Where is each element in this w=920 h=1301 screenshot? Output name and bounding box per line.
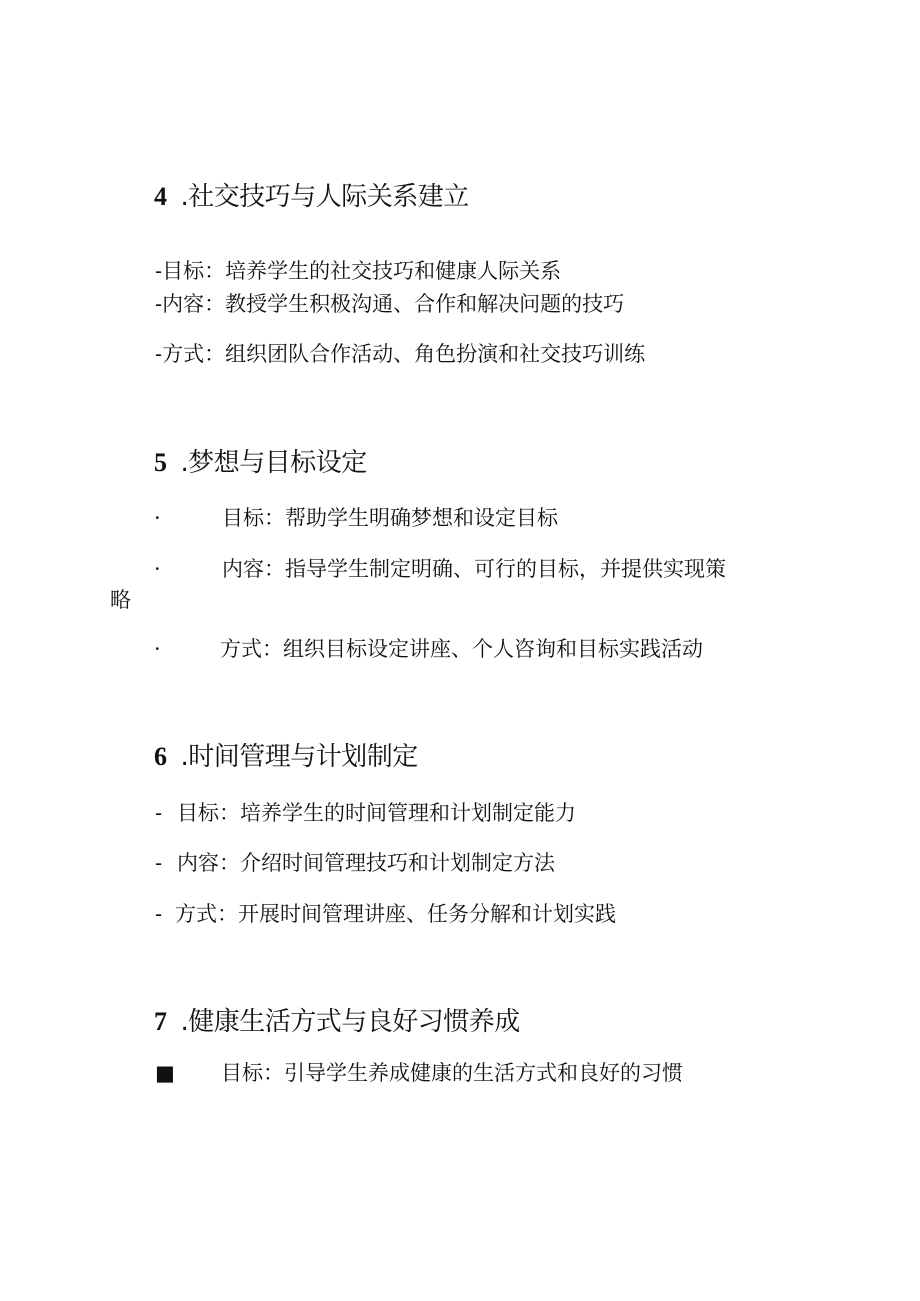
section-number: 5 [154,448,167,477]
section-5-heading [154,447,367,479]
item-marker: - [155,902,163,926]
item-text: 目标：帮助学生明确梦想和设定目标 [222,506,558,530]
section-title: .健康生活方式与良好习惯养成 [180,1007,520,1037]
item-text: 方式：组织目标设定讲座、个人咨询和目标实践活动 [220,637,703,661]
item-marker: - [155,292,163,316]
section-number: 7 [154,1007,167,1036]
section-7-heading [154,1006,520,1038]
section-6-item-goal [155,799,576,827]
section-title: .社交技巧与人际关系建立 [180,182,469,212]
item-marker: · [154,637,161,661]
section-5-item-method [154,635,703,663]
section-4-heading [154,181,469,213]
item-text: 内容：介绍时间管理技巧和计划制定方法 [177,851,555,875]
section-5-item-content [154,555,726,583]
item-text: 方式：组织团队合作活动、角色扮演和社交技巧训练 [162,342,646,366]
item-text: 目标：引导学生养成健康的生活方式和良好的习惯 [221,1061,683,1085]
section-5-item-goal [154,504,558,532]
section-title: .时间管理与计划制定 [180,742,418,772]
section-4-item-goal [155,257,561,285]
section-5-item-content-continuation [110,586,131,614]
item-marker: - [155,801,163,825]
section-6-item-content [155,849,555,877]
item-marker: - [155,259,163,283]
section-6-item-method [155,900,616,928]
section-title: .梦想与目标设定 [180,448,367,478]
item-marker: · [154,557,161,581]
item-marker: · [154,506,161,530]
section-4-item-content [155,290,624,318]
item-marker: - [155,851,163,875]
section-number: 4 [154,182,167,211]
section-7-item-goal [155,1059,683,1087]
item-text: 内容：教授学生积极沟通、合作和解决问题的技巧 [162,292,625,316]
item-text: 目标：培养学生的社交技巧和健康人际关系 [162,259,562,283]
item-text: 内容：指导学生制定明确、可行的目标，并提供实现策 [222,557,726,581]
section-6-heading [154,741,418,773]
item-marker: ■ [155,1061,175,1085]
section-number: 6 [154,742,167,771]
item-marker: - [155,342,163,366]
item-text: 方式：开展时间管理讲座、任务分解和计划实践 [175,902,616,926]
section-4-item-method [155,340,645,368]
item-text: 目标：培养学生的时间管理和计划制定能力 [177,801,576,825]
item-text-continuation: 略 [110,588,131,612]
